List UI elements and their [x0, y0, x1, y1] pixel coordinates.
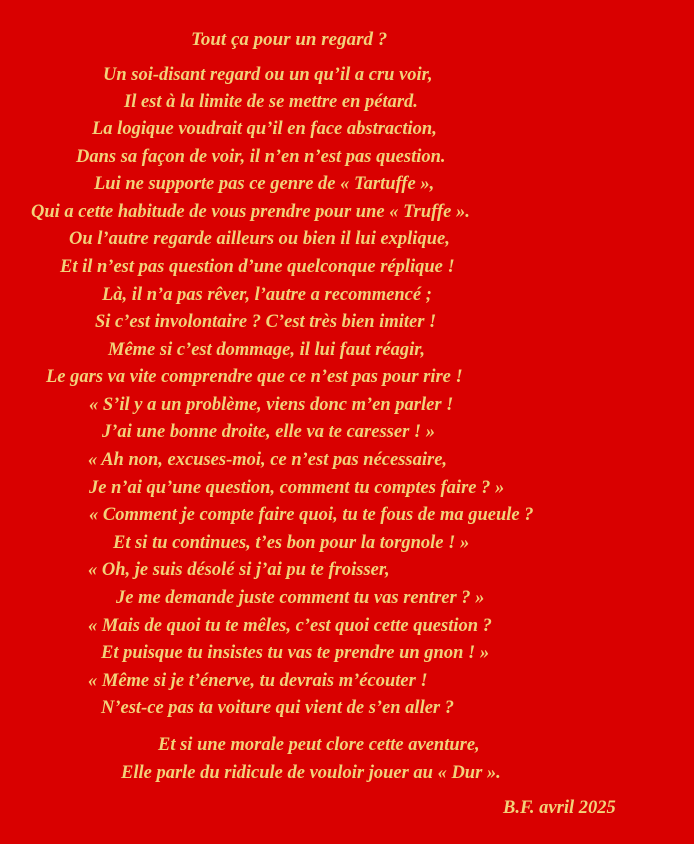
poem-line: Et si tu continues, t’es bon pour la torgnole ! »: [113, 533, 470, 553]
poem-line: « Ah non, excuses-moi, ce n’est pas nécessaire,: [88, 450, 448, 470]
poem-line: Je n’ai qu’une question, comment tu comptes faire ? »: [89, 478, 505, 498]
poem-line: Dans sa façon de voir, il n’en n’est pas question.: [76, 147, 446, 167]
poem-line: N’est-ce pas ta voiture qui vient de s’en aller ?: [101, 698, 454, 718]
poem-line: « Oh, je suis désolé si j’ai pu te froisser,: [88, 560, 390, 580]
poem-line: La logique voudrait qu’il en face abstraction,: [92, 119, 437, 139]
poem-line: Je me demande juste comment tu vas rentrer ? »: [116, 588, 485, 608]
poem-line: « Mais de quoi tu te mêles, c’est quoi cette question ?: [88, 616, 492, 636]
poem-line: Même si c’est dommage, il lui faut réagir,: [108, 340, 426, 360]
poem-line: « Comment je compte faire quoi, tu te fous de ma gueule ?: [89, 505, 534, 525]
poem-line: Le gars va vite comprendre que ce n’est pas pour rire !: [46, 367, 463, 387]
poem-line: Et puisque tu insistes tu vas te prendre un gnon ! »: [101, 643, 490, 663]
poem-line: « Même si je t’énerve, tu devrais m’écouter !: [88, 671, 428, 691]
poem-line: J’ai une bonne droite, elle va te caresser ! »: [102, 422, 435, 442]
moral-line: Elle parle du ridicule de vouloir jouer au « Dur ».: [121, 763, 501, 783]
poem-line: Qui a cette habitude de vous prendre pour une « Truffe ».: [31, 202, 470, 222]
poem-line: « S’il y a un problème, viens donc m’en parler !: [89, 395, 454, 415]
poem-line: Si c’est involontaire ? C’est très bien imiter !: [95, 312, 437, 332]
poem-line: Lui ne supporte pas ce genre de « Tartuffe »,: [94, 174, 435, 194]
poem-line: Un soi-disant regard ou un qu’il a cru voir,: [103, 65, 433, 85]
poem-title: Tout ça pour un regard ?: [191, 29, 388, 50]
poem-line: Là, il n’a pas rêver, l’autre a recommencé ;: [102, 285, 432, 305]
signature: B.F. avril 2025: [503, 798, 616, 818]
poem-line: Il est à la limite de se mettre en pétard.: [124, 92, 418, 112]
poem-line: Ou l’autre regarde ailleurs ou bien il lui explique,: [69, 229, 450, 249]
poem-line: Et il n’est pas question d’une quelconque réplique !: [60, 257, 455, 277]
moral-line: Et si une morale peut clore cette aventure,: [158, 735, 480, 755]
